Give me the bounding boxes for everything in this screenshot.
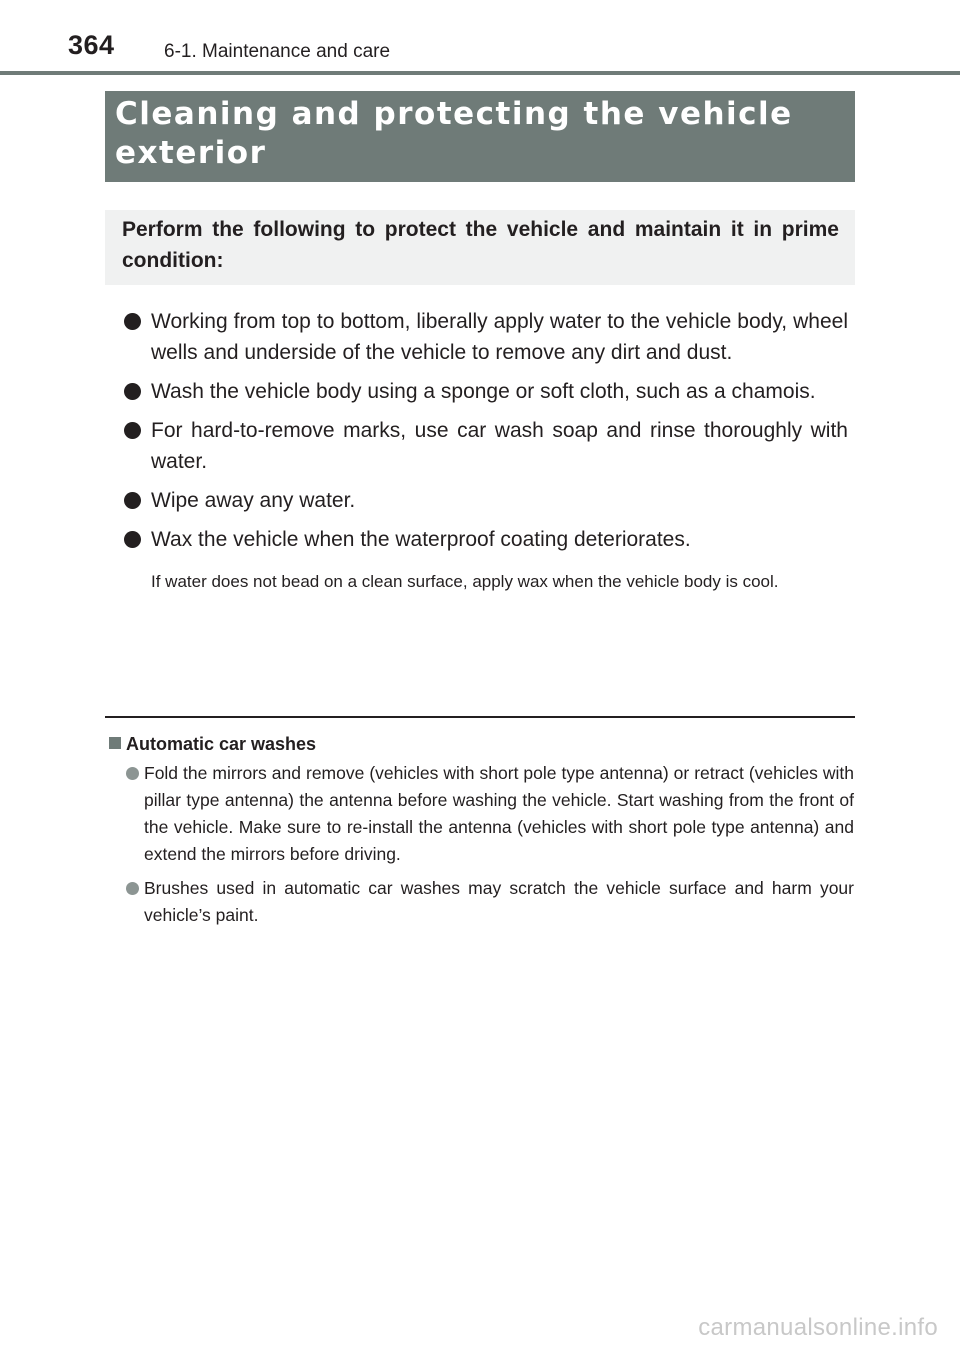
section-reference: 6-1. Maintenance and care (164, 41, 391, 62)
intro-text: Perform the following to protect the vehicle and maintain it in prime condition: (122, 218, 839, 272)
bullet-text: Wash the vehicle body using a sponge or soft cloth, such as a chamois. (151, 380, 816, 403)
page-header (0, 0, 960, 76)
bullet-icon (126, 882, 139, 895)
sub-bullet-text: Brushes used in automatic car washes may scratch the vehicle surface and harm your vehicle’s paint. (144, 878, 854, 925)
bullet-icon (124, 422, 141, 439)
square-bullet-icon (109, 737, 121, 749)
list-item (121, 376, 848, 407)
bullet-icon (124, 313, 141, 330)
sub-bullet-list (126, 760, 854, 936)
title-band (105, 91, 855, 182)
bullet-icon (124, 383, 141, 400)
bullet-icon (126, 767, 139, 780)
bullet-text: For hard-to-remove marks, use car wash soap and rinse thoroughly with water. (151, 419, 848, 473)
bullet-text: Wax the vehicle when the waterproof coating deteriorates. (151, 528, 691, 551)
subsection-heading (109, 732, 316, 756)
list-item (121, 415, 848, 477)
bullet-icon (124, 531, 141, 548)
sub-bullet-text: Fold the mirrors and remove (vehicles with short pole type antenna) or retract (vehicles with pillar type antenna) the antenna before washing the vehicle. Start washing from the front of the vehicle. Make sure to re-install the antenna (vehicles with short pole type antenna) and extend the mirrors before driving. (144, 763, 854, 864)
subsection-heading-text: Automatic car washes (126, 734, 317, 754)
list-item (121, 485, 848, 516)
bullet-note: If water does not bead on a clean surface, apply wax when the vehicle body is cool. (151, 572, 779, 591)
header-rule (0, 71, 960, 75)
watermark: carmanualsonline.info (698, 1314, 938, 1341)
bullet-text: Wipe away any water. (151, 489, 356, 512)
list-item (126, 760, 854, 868)
bullet-list (121, 306, 848, 604)
list-item (126, 875, 854, 929)
page-number: 364 (68, 30, 115, 60)
bullet-icon (124, 492, 141, 509)
list-item (121, 524, 848, 596)
section-divider (105, 716, 855, 718)
page-title: Cleaning and protecting the vehicle exterior (115, 96, 793, 171)
bullet-text: Working from top to bottom, liberally apply water to the vehicle body, wheel wells and underside of the vehicle to remove any dirt and dust. (151, 310, 848, 364)
list-item (121, 306, 848, 368)
intro-box (105, 210, 855, 285)
